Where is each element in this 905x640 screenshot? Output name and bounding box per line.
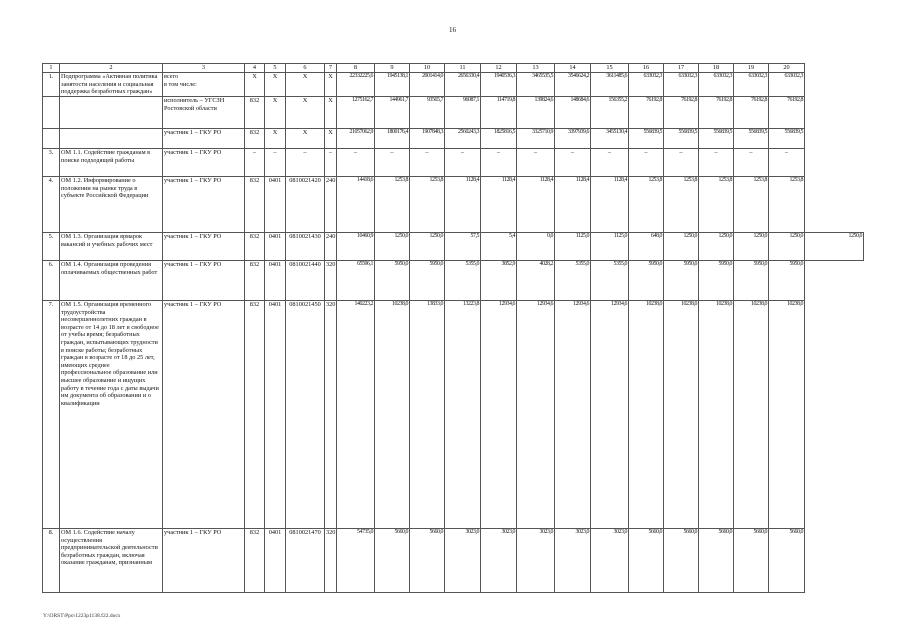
code-cell: –	[325, 149, 337, 177]
amount-cell: 5660,0	[699, 529, 734, 593]
amount-cell: 5950,0	[629, 261, 664, 301]
amount-cell: 5950,0	[375, 261, 410, 301]
program-name-cell: ОМ 1.2. Информирование о положении на рынке труда в субъекте Российской Федерации	[60, 177, 163, 233]
amount-cell: 148684,6	[555, 97, 591, 129]
column-number-row	[43, 64, 864, 73]
amount-cell: 57,5	[445, 233, 481, 261]
amount-cell: 10238,0	[699, 301, 734, 529]
amount-cell: 633032,3	[769, 73, 805, 97]
code-cell: Х	[325, 97, 337, 129]
row-number-cell	[43, 97, 60, 129]
amount-cell: 76192,8	[629, 97, 664, 129]
table-row	[43, 301, 864, 529]
executor-cell: участник 1 – ГКУ РО	[163, 233, 245, 261]
executor-cell: участник 1 – ГКУ РО	[163, 177, 245, 233]
row-number-cell: 1.	[43, 73, 60, 97]
row-number-cell: 4.	[43, 177, 60, 233]
amount-cell: 648,0	[629, 233, 664, 261]
amount-cell: 114719,8	[481, 97, 517, 129]
code-cell: 0810021430	[286, 233, 325, 261]
code-cell: 832	[245, 301, 265, 529]
amount-cell: –	[410, 149, 445, 177]
table-row	[43, 73, 864, 97]
code-cell: 0810021420	[286, 177, 325, 233]
column-number: 7	[325, 64, 337, 73]
code-cell: Х	[265, 73, 286, 97]
amount-cell: 140223,2	[337, 301, 375, 529]
amount-cell: 1253,8	[410, 177, 445, 233]
amount-cell: 10460,9	[337, 233, 375, 261]
program-name-cell: ОМ 1.3. Организация ярмарок вакансий и учебных рабочих мест	[60, 233, 163, 261]
code-cell: 240	[325, 177, 337, 233]
row-number-cell: 6.	[43, 261, 60, 301]
amount-cell: –	[375, 149, 410, 177]
code-cell: 0401	[265, 177, 286, 233]
code-cell: Х	[286, 129, 325, 149]
amount-cell: 1253,8	[769, 177, 805, 233]
amount-cell: 556839,5	[769, 129, 805, 149]
amount-cell: 5355,0	[445, 261, 481, 301]
amount-cell: 1128,4	[517, 177, 555, 233]
column-number: 17	[664, 64, 699, 73]
amount-cell: 65596,1	[337, 261, 375, 301]
code-cell: 0401	[265, 301, 286, 529]
amount-cell: 1253,8	[664, 177, 699, 233]
amount-cell: 13223,8	[445, 301, 481, 529]
amount-cell: 3023,0	[555, 529, 591, 593]
amount-cell: 3023,0	[517, 529, 555, 593]
executor-cell: участник 1 – ГКУ РО	[163, 129, 245, 149]
amount-cell: 10238,0	[629, 301, 664, 529]
amount-cell: 54735,0	[337, 529, 375, 593]
executor-cell: исполнитель – УГСЗН Ростовской области	[163, 97, 245, 129]
code-cell: –	[245, 149, 265, 177]
code-cell: Х	[286, 73, 325, 97]
column-number: 13	[517, 64, 555, 73]
column-number: 15	[591, 64, 629, 73]
column-number: 19	[734, 64, 769, 73]
column-number: 14	[555, 64, 591, 73]
amount-cell: 3397939,6	[555, 129, 591, 149]
amount-cell: 2560243,3	[445, 129, 481, 149]
amount-cell: 1125,0	[555, 233, 591, 261]
amount-cell: 1125,0	[591, 233, 629, 261]
amount-cell: 5950,0	[769, 261, 805, 301]
amount-cell: 556839,5	[699, 129, 734, 149]
code-cell: 320	[325, 529, 337, 593]
amount-cell: 21057062,9	[337, 129, 375, 149]
amount-cell: 1250,0	[734, 233, 769, 261]
program-name-cell	[60, 129, 163, 149]
amount-cell: 144961,7	[375, 97, 410, 129]
executor-cell: всего в том числе:	[163, 73, 245, 97]
column-number: 18	[699, 64, 734, 73]
amount-cell: 5660,0	[769, 529, 805, 593]
row-number-cell: 3.	[43, 149, 60, 177]
column-number: 10	[410, 64, 445, 73]
program-name-cell: Подпрограмма «Активная политика занятости населения и социальная поддержка безработных граждан»	[60, 73, 163, 97]
amount-cell: 76192,8	[769, 97, 805, 129]
amount-cell: –	[769, 149, 805, 177]
amount-cell: 1250,0	[410, 233, 445, 261]
amount-cell: 633032,3	[699, 73, 734, 97]
amount-cell: 4028,2	[517, 261, 555, 301]
code-cell: 0401	[265, 529, 286, 593]
amount-cell: 5950,0	[734, 261, 769, 301]
amount-cell: 76192,8	[734, 97, 769, 129]
amount-cell: 14418,6	[337, 177, 375, 233]
file-path-footer: Y:\ORST\Ppo\1223p1138.f22.docx	[43, 613, 121, 619]
amount-cell: –	[699, 149, 734, 177]
amount-cell: 633032,3	[664, 73, 699, 97]
column-number: 3	[163, 64, 245, 73]
amount-cell: 3852,9	[481, 261, 517, 301]
column-number: 5	[265, 64, 286, 73]
code-cell: 832	[245, 261, 265, 301]
amount-cell: 1940536,3	[481, 73, 517, 97]
amount-cell: 3023,0	[481, 529, 517, 593]
amount-cell: 13833,0	[410, 301, 445, 529]
amount-cell: 1275162,7	[337, 97, 375, 129]
budget-table	[42, 63, 864, 593]
amount-cell: 10238,0	[734, 301, 769, 529]
amount-cell: 5660,0	[375, 529, 410, 593]
amount-cell: 96087,1	[445, 97, 481, 129]
amount-cell: 5660,0	[664, 529, 699, 593]
amount-cell: –	[481, 149, 517, 177]
code-cell: 320	[325, 301, 337, 529]
row-number-cell	[43, 129, 60, 149]
code-cell: –	[265, 149, 286, 177]
amount-cell: 1253,8	[375, 177, 410, 233]
executor-cell: участник 1 – ГКУ РО	[163, 149, 245, 177]
amount-cell: 76192,8	[699, 97, 734, 129]
amount-cell: 1128,4	[481, 177, 517, 233]
column-number: 20	[769, 64, 805, 73]
amount-cell: 556839,5	[664, 129, 699, 149]
code-cell: 240	[325, 233, 337, 261]
amount-cell: 3023,0	[445, 529, 481, 593]
amount-cell: 5660,0	[734, 529, 769, 593]
amount-cell: 5355,0	[591, 261, 629, 301]
row-number-cell: 7.	[43, 301, 60, 529]
code-cell: Х	[286, 97, 325, 129]
amount-cell: 556839,5	[734, 129, 769, 149]
code-cell: Х	[265, 97, 286, 129]
amount-cell: 5660,0	[629, 529, 664, 593]
amount-cell: 10238,0	[375, 301, 410, 529]
amount-cell: 1945138,1	[375, 73, 410, 97]
column-number: 8	[337, 64, 375, 73]
amount-cell: 3546624,2	[555, 73, 591, 97]
amount-cell: 633032,3	[629, 73, 664, 97]
code-cell: 832	[245, 129, 265, 149]
code-cell: Х	[325, 129, 337, 149]
amount-cell: 2656330,4	[445, 73, 481, 97]
program-name-cell: ОМ 1.1. Содействие гражданам в поиске подходящей работы	[60, 149, 163, 177]
amount-cell: 1128,4	[591, 177, 629, 233]
table-row	[43, 529, 864, 593]
amount-cell: 1250,0	[769, 233, 805, 261]
table-row	[43, 177, 864, 233]
program-name-cell: ОМ 1.6. Содействие началу осуществления предпринимательской деятельности безработных граждан, включая оказание гражданам, признанным	[60, 529, 163, 593]
amount-cell: 12934,6	[555, 301, 591, 529]
amount-cell: 10238,0	[769, 301, 805, 529]
amount-cell: 12934,6	[517, 301, 555, 529]
column-number: 11	[445, 64, 481, 73]
code-cell: –	[286, 149, 325, 177]
amount-cell: 10238,0	[664, 301, 699, 529]
row-number-cell: 5.	[43, 233, 60, 261]
amount-cell: 556839,5	[629, 129, 664, 149]
column-number: 1	[43, 64, 60, 73]
code-cell: 832	[245, 529, 265, 593]
amount-cell: 1253,8	[699, 177, 734, 233]
code-cell: 0401	[265, 233, 286, 261]
table-row	[43, 233, 864, 261]
amount-cell: 76192,8	[664, 97, 699, 129]
amount-cell: 1250,0	[375, 233, 410, 261]
amount-cell: 1253,8	[734, 177, 769, 233]
column-number: 4	[245, 64, 265, 73]
amount-cell: 5355,0	[555, 261, 591, 301]
amount-cell: –	[629, 149, 664, 177]
program-name-cell: ОМ 1.4. Организация проведения оплачиваемых общественных работ	[60, 261, 163, 301]
amount-cell: 3611485,6	[591, 73, 629, 97]
amount-cell: –	[591, 149, 629, 177]
amount-cell: 93565,7	[410, 97, 445, 129]
column-number: 2	[60, 64, 163, 73]
amount-cell: –	[555, 149, 591, 177]
amount-cell: 1250,0	[805, 233, 864, 261]
page-number: 16	[449, 26, 456, 34]
amount-cell: –	[337, 149, 375, 177]
amount-cell: 5950,0	[699, 261, 734, 301]
amount-cell: 22332225,6	[337, 73, 375, 97]
amount-cell: 1128,4	[445, 177, 481, 233]
code-cell: Х	[245, 73, 265, 97]
amount-cell: 12934,6	[591, 301, 629, 529]
amount-cell: 139824,6	[517, 97, 555, 129]
code-cell: 832	[245, 97, 265, 129]
code-cell: 0810021450	[286, 301, 325, 529]
program-name-cell: ОМ 1.5. Организация временного трудоустройства несовершеннолетних граждан в возрасте от 14 до 18 лет в свободное от учебы время; безработных граждан, испытывающих трудности в поиске работы; безработных граждан в возрасте от 18 до 25 лет, имеющих среднее профессиональное образование или высшее образование и ищущих работу в течение года с даты выдачи им документа об образовании и о квалификации	[60, 301, 163, 529]
table-row	[43, 149, 864, 177]
column-number: 16	[629, 64, 664, 73]
code-cell: 832	[245, 177, 265, 233]
table-row	[43, 261, 864, 301]
code-cell: 0401	[265, 261, 286, 301]
code-cell: Х	[325, 73, 337, 97]
amount-cell: 5660,0	[410, 529, 445, 593]
column-number: 12	[481, 64, 517, 73]
code-cell: 0810021440	[286, 261, 325, 301]
code-cell: Х	[265, 129, 286, 149]
column-number: 6	[286, 64, 325, 73]
executor-cell: участник 1 – ГКУ РО	[163, 529, 245, 593]
program-name-cell	[60, 97, 163, 129]
executor-cell: участник 1 – ГКУ РО	[163, 261, 245, 301]
code-cell: 832	[245, 233, 265, 261]
code-cell: 0810021470	[286, 529, 325, 593]
row-number-cell: 8.	[43, 529, 60, 593]
amount-cell: 3455130,4	[591, 129, 629, 149]
table-row	[43, 97, 864, 129]
amount-cell: 3325710,9	[517, 129, 555, 149]
amount-cell: 1825816,5	[481, 129, 517, 149]
amount-cell: 5950,0	[410, 261, 445, 301]
amount-cell: 1128,4	[555, 177, 591, 233]
amount-cell: 1907848,3	[410, 129, 445, 149]
amount-cell: 0,0	[517, 233, 555, 261]
amount-cell: 5950,0	[664, 261, 699, 301]
amount-cell: 3023,0	[591, 529, 629, 593]
amount-cell: 1250,0	[699, 233, 734, 261]
amount-cell: –	[664, 149, 699, 177]
table-row	[43, 129, 864, 149]
amount-cell: 2001414,0	[410, 73, 445, 97]
amount-cell: –	[445, 149, 481, 177]
amount-cell: 1800176,4	[375, 129, 410, 149]
amount-cell: –	[734, 149, 769, 177]
amount-cell: 3465535,5	[517, 73, 555, 97]
amount-cell: 1253,8	[629, 177, 664, 233]
amount-cell: –	[517, 149, 555, 177]
amount-cell: 5,4	[481, 233, 517, 261]
amount-cell: 633032,3	[734, 73, 769, 97]
amount-cell: 12934,6	[481, 301, 517, 529]
code-cell: 320	[325, 261, 337, 301]
column-number: 9	[375, 64, 410, 73]
amount-cell: 156355,2	[591, 97, 629, 129]
amount-cell: 1250,0	[664, 233, 699, 261]
executor-cell: участник 1 – ГКУ РО	[163, 301, 245, 529]
